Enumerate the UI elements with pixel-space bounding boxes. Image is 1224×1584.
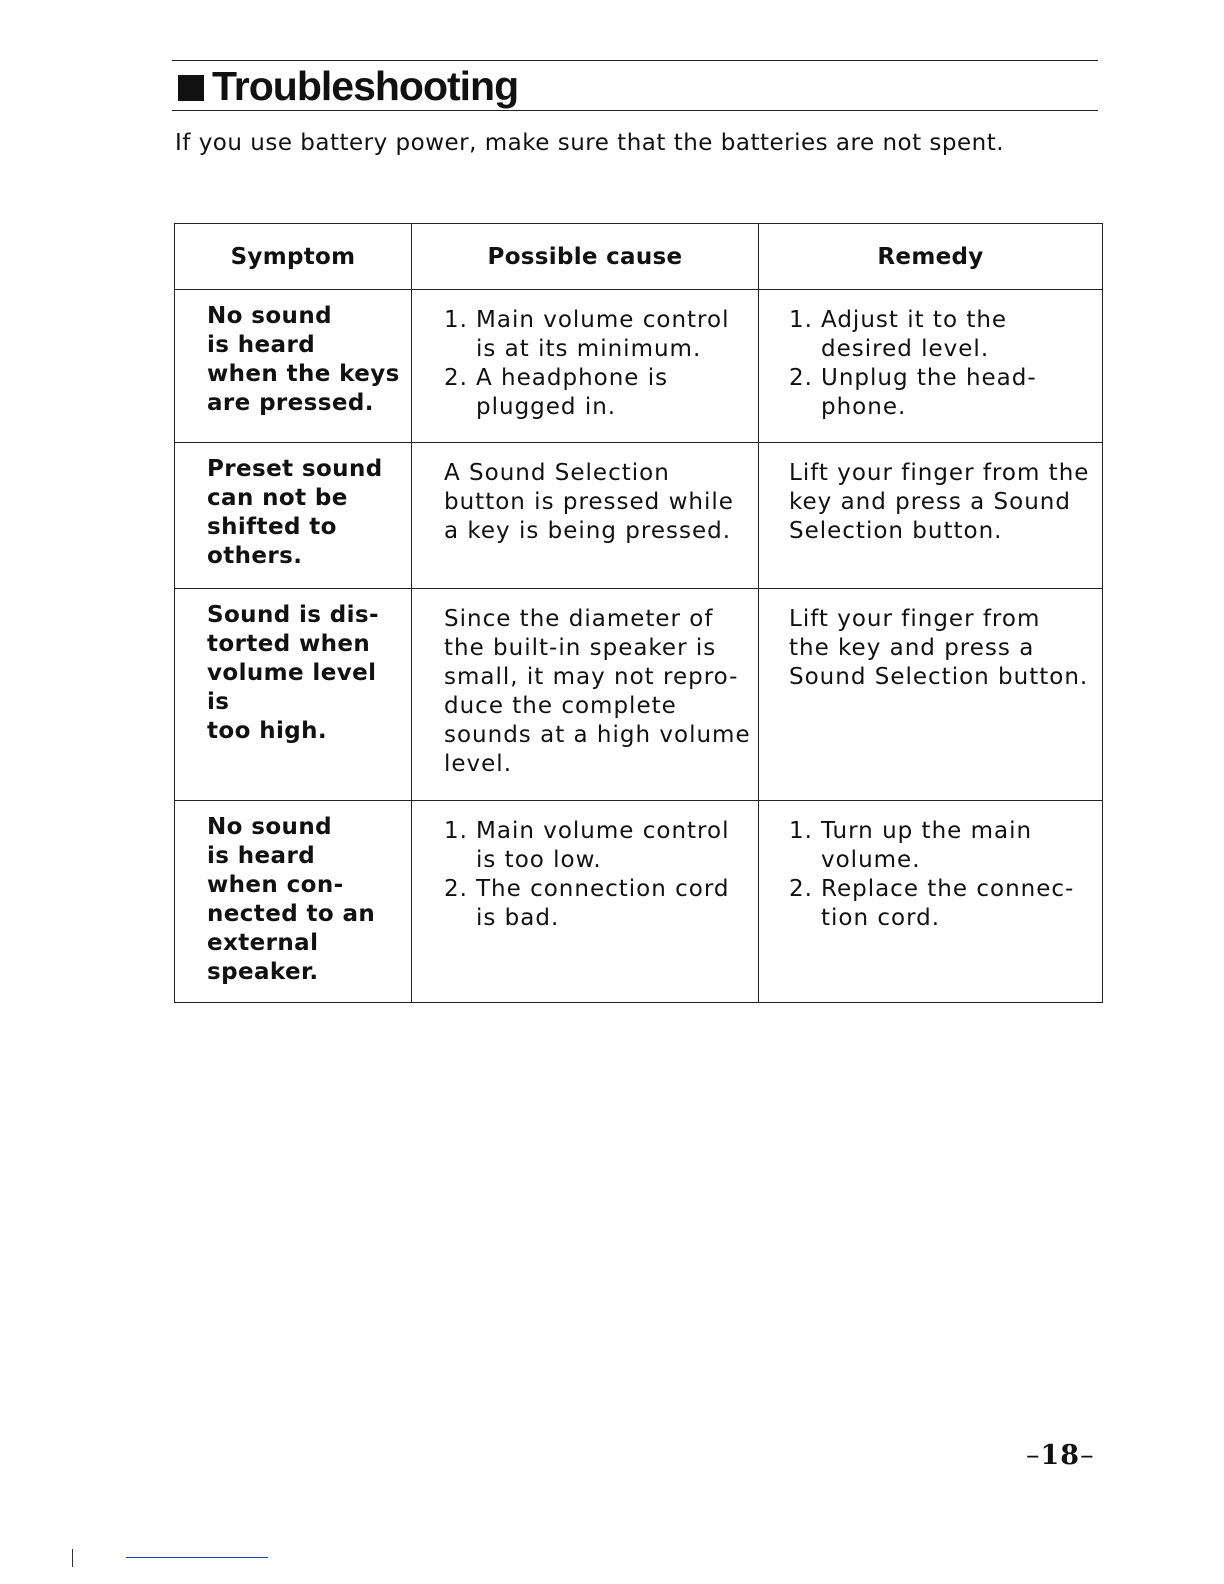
- page-number-dash-right: –: [1080, 1440, 1095, 1471]
- table-row: [175, 801, 1103, 1003]
- cause-line: duce the complete: [444, 693, 677, 719]
- remedy-line: Replace the connec-: [821, 876, 1075, 902]
- cause-line: is too low.: [476, 847, 602, 873]
- remedy-line: key and press a Sound: [789, 489, 1071, 515]
- step-number: 2.: [444, 876, 468, 902]
- page-number-value: 18: [1040, 1440, 1081, 1471]
- remedy-line: Selection button.: [789, 518, 1003, 544]
- remedy-line: the key and press a: [789, 635, 1035, 661]
- remedy-cell: [759, 290, 1103, 443]
- header-remedy: Remedy: [759, 224, 1103, 290]
- page-number-dash-left: –: [1026, 1440, 1041, 1471]
- remedy-line: Adjust it to the: [821, 307, 1008, 333]
- symptom-line: speaker.: [207, 959, 319, 985]
- cause-step: [444, 364, 752, 422]
- symptom-line: shifted to: [207, 514, 337, 540]
- cause-line: A headphone is: [476, 365, 669, 391]
- step-number: 1.: [789, 307, 813, 333]
- symptom-line: volume level is: [207, 660, 377, 715]
- page-number: [1026, 1440, 1095, 1471]
- heading-title: Troubleshooting: [212, 62, 519, 109]
- cause-line: small, it may not repro-: [444, 664, 739, 690]
- symptom-line: Sound is dis-: [207, 602, 379, 628]
- remedy-line: phone.: [821, 394, 907, 420]
- symptom-line: is heard: [207, 843, 316, 869]
- symptom-line: nected to an: [207, 901, 376, 927]
- cause-cell: [412, 589, 759, 801]
- cause-line: Since the diameter of: [444, 606, 714, 632]
- remedy-step: [789, 875, 1098, 933]
- step-number: 2.: [789, 365, 813, 391]
- symptom-line: others.: [207, 543, 303, 569]
- remedy-step: [789, 306, 1098, 364]
- symptom-line: No sound: [207, 814, 332, 840]
- section-heading: [178, 62, 518, 110]
- cause-line: plugged in.: [476, 394, 617, 420]
- cause-line: button is pressed while: [444, 489, 734, 515]
- remedy-step: [789, 817, 1098, 875]
- table-header-row: [175, 224, 1103, 290]
- symptom-cell: [175, 290, 412, 443]
- step-number: 1.: [444, 307, 468, 333]
- footer-rule: [126, 1557, 268, 1558]
- table-row: [175, 443, 1103, 589]
- symptom-cell: [175, 589, 412, 801]
- remedy-line: tion cord.: [821, 905, 941, 931]
- remedy-line: desired level.: [821, 336, 990, 362]
- cause-step: [444, 875, 752, 933]
- remedy-line: Unplug the head-: [821, 365, 1037, 391]
- step-number: 2.: [444, 365, 468, 391]
- step-number: 1.: [789, 818, 813, 844]
- bullet-square-icon: [178, 75, 204, 101]
- table-row: [175, 589, 1103, 801]
- symptom-line: when the keys: [207, 361, 400, 387]
- cause-line: level.: [444, 751, 513, 777]
- cause-line: is bad.: [476, 905, 560, 931]
- remedy-line: Lift your finger from: [789, 606, 1041, 632]
- remedy-line: volume.: [821, 847, 921, 873]
- remedy-step: [789, 364, 1098, 422]
- heading-bottom-rule: [172, 110, 1098, 111]
- table-row: [175, 290, 1103, 443]
- header-symptom: Symptom: [175, 224, 412, 290]
- cause-line: Main volume control: [476, 307, 730, 333]
- cause-line: the built-in speaker is: [444, 635, 717, 661]
- symptom-line: when con-: [207, 872, 344, 898]
- cause-line: a key is being pressed.: [444, 518, 732, 544]
- cause-cell: [412, 801, 759, 1003]
- remedy-line: Turn up the main: [821, 818, 1033, 844]
- symptom-line: external: [207, 930, 319, 956]
- cause-step: [444, 817, 752, 875]
- cause-cell: [412, 290, 759, 443]
- step-number: 2.: [789, 876, 813, 902]
- intro-text: If you use battery power, make sure that the batteries are not spent.: [175, 130, 1005, 156]
- symptom-line: too high.: [207, 718, 328, 744]
- cause-cell: [412, 443, 759, 589]
- remedy-cell: [759, 589, 1103, 801]
- symptom-line: are pressed.: [207, 390, 374, 416]
- cause-line: Main volume control: [476, 818, 730, 844]
- remedy-line: Sound Selection button.: [789, 664, 1089, 690]
- cause-step: [444, 306, 752, 364]
- heading-top-rule: [172, 60, 1098, 61]
- symptom-line: torted when: [207, 631, 371, 657]
- symptom-cell: [175, 801, 412, 1003]
- remedy-cell: [759, 801, 1103, 1003]
- scan-margin-mark: [72, 1549, 73, 1567]
- symptom-line: Preset sound: [207, 456, 383, 482]
- step-number: 1.: [444, 818, 468, 844]
- remedy-line: Lift your finger from the: [789, 460, 1090, 486]
- symptom-line: is heard: [207, 332, 316, 358]
- symptom-cell: [175, 443, 412, 589]
- header-possible-cause: Possible cause: [412, 224, 759, 290]
- symptom-line: can not be: [207, 485, 348, 511]
- cause-line: The connection cord: [476, 876, 730, 902]
- remedy-cell: [759, 443, 1103, 589]
- cause-line: A Sound Selection: [444, 460, 670, 486]
- cause-line: is at its minimum.: [476, 336, 702, 362]
- troubleshooting-table: [174, 223, 1103, 1003]
- symptom-line: No sound: [207, 303, 332, 329]
- cause-line: sounds at a high volume: [444, 722, 751, 748]
